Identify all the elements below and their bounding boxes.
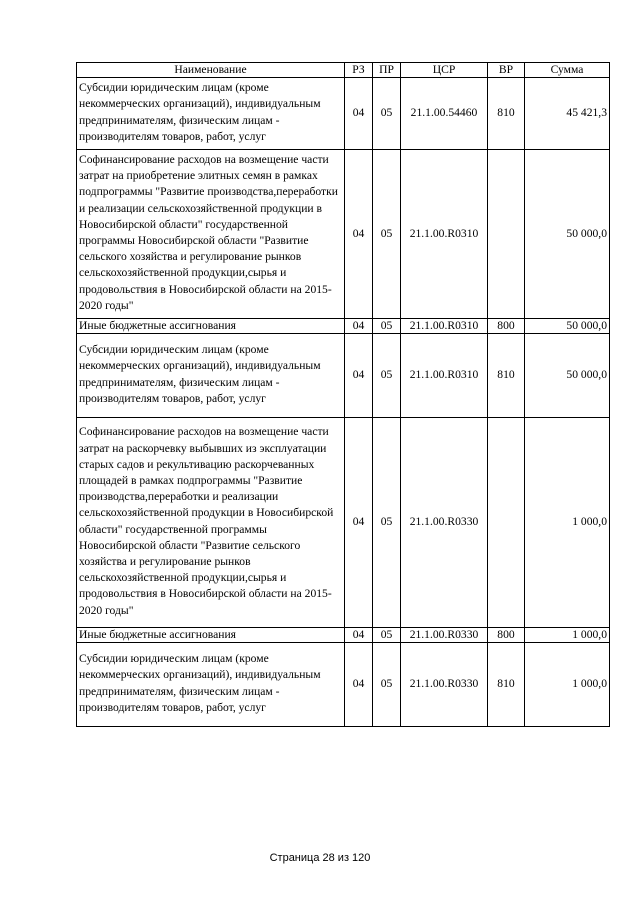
row-rz: 04 <box>345 78 373 150</box>
row-vr <box>488 150 525 319</box>
header-sum: Сумма <box>525 63 610 78</box>
table-row <box>77 418 610 628</box>
table-row <box>77 78 610 150</box>
row-csr: 21.1.00.R0310 <box>401 319 488 334</box>
row-rz: 04 <box>345 643 373 727</box>
row-name: Субсидии юридическим лицам (кроме некоммерческих организаций), индивидуальным предпринимателям, физическим лицам - производителям товаров, работ, услуг <box>77 643 345 727</box>
row-sum: 1 000,0 <box>525 628 610 643</box>
table-header-row <box>77 63 610 78</box>
table-row <box>77 643 610 727</box>
row-sum: 50 000,0 <box>525 319 610 334</box>
row-csr: 21.1.00.R0330 <box>401 418 488 628</box>
row-pr: 05 <box>373 643 401 727</box>
row-csr: 21.1.00.R0310 <box>401 334 488 418</box>
header-name: Наименование <box>77 63 345 78</box>
header-vr: ВР <box>488 63 525 78</box>
row-pr: 05 <box>373 319 401 334</box>
row-sum: 50 000,0 <box>525 334 610 418</box>
header-rz: РЗ <box>345 63 373 78</box>
row-name: Иные бюджетные ассигнования <box>77 628 345 643</box>
row-pr: 05 <box>373 150 401 319</box>
row-vr: 810 <box>488 334 525 418</box>
row-csr: 21.1.00.R0310 <box>401 150 488 319</box>
row-csr: 21.1.00.R0330 <box>401 628 488 643</box>
table-row <box>77 319 610 334</box>
table-row <box>77 150 610 319</box>
row-pr: 05 <box>373 334 401 418</box>
row-vr: 810 <box>488 78 525 150</box>
row-name: Субсидии юридическим лицам (кроме некоммерческих организаций), индивидуальным предпринимателям, физическим лицам - производителям товаров, работ, услуг <box>77 334 345 418</box>
page-number: Страница 28 из 120 <box>269 852 371 864</box>
table-row <box>77 334 610 418</box>
row-rz: 04 <box>345 334 373 418</box>
row-vr: 800 <box>488 319 525 334</box>
table-row <box>77 628 610 643</box>
row-pr: 05 <box>373 78 401 150</box>
row-name: Субсидии юридическим лицам (кроме некоммерческих организаций), индивидуальным предпринимателям, физическим лицам - производителям товаров, работ, услуг <box>77 78 345 150</box>
row-pr: 05 <box>373 628 401 643</box>
row-name: Софинансирование расходов на возмещение части затрат на раскорчевку выбывших из эксплуатации старых садов и рекультивацию раскорчеванных площадей в рамках подпрограммы "Развитие производства,переработки и реализации сельскохозяйственной продукции в Новосибирской области" государственной программы Новосибирской области "Развитие сельского хозяйства и регулирование рынков сельскохозяйственной продукции,сырья и продовольствия в Новосибирской области на 2015-2020 годы" <box>77 418 345 628</box>
header-csr: ЦСР <box>401 63 488 78</box>
budget-table <box>76 62 610 727</box>
row-sum: 45 421,3 <box>525 78 610 150</box>
row-rz: 04 <box>345 150 373 319</box>
row-sum: 50 000,0 <box>525 150 610 319</box>
row-pr: 05 <box>373 418 401 628</box>
row-csr: 21.1.00.R0330 <box>401 643 488 727</box>
row-name: Иные бюджетные ассигнования <box>77 319 345 334</box>
row-rz: 04 <box>345 628 373 643</box>
row-sum: 1 000,0 <box>525 643 610 727</box>
header-pr: ПР <box>373 63 401 78</box>
row-rz: 04 <box>345 319 373 334</box>
row-vr: 800 <box>488 628 525 643</box>
row-vr: 810 <box>488 643 525 727</box>
row-csr: 21.1.00.54460 <box>401 78 488 150</box>
row-sum: 1 000,0 <box>525 418 610 628</box>
row-vr <box>488 418 525 628</box>
row-name: Софинансирование расходов на возмещение части затрат на приобретение элитных семян в рамках подпрограммы "Развитие производства,переработки и реализации сельскохозяйственной продукции в Новосибирской области" государственной программы Новосибирской области "Развитие сельского хозяйства и регулирование рынков сельскохозяйственной продукции,сырья и продовольствия в Новосибирской области на 2015-2020 годы" <box>77 150 345 319</box>
row-rz: 04 <box>345 418 373 628</box>
